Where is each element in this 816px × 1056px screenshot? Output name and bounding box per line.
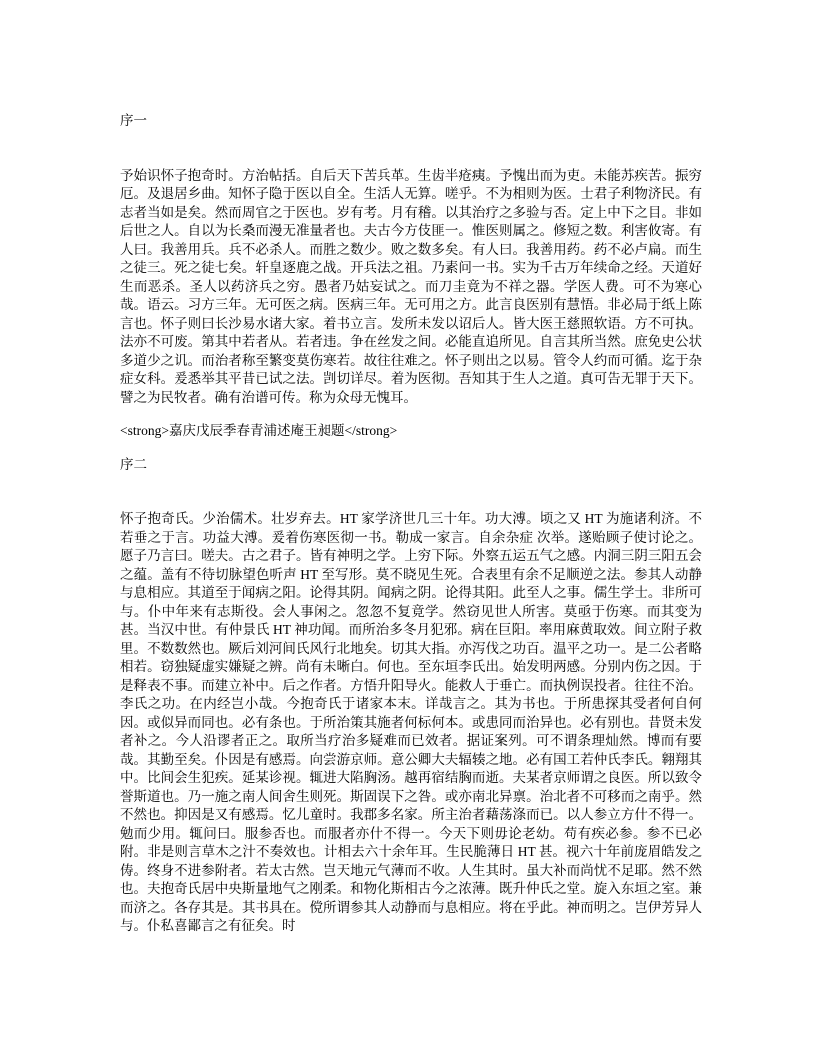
preface-1-heading: 序一 [120, 113, 147, 128]
preface-2-paragraph: 怀子抱奇氏。少治儒术。壮岁弃去。HT 家学济世几三十年。功大溥。顷之又 HT 为施诸利济。不若垂之于言。功益大溥。爰着伤寒医彻一书。勒成一家言。自余杂症 次举。遂贻顾子使讨论之。愿子乃言曰。嗟夫。古之君子。皆有神明之学。上穷下际。外察五运五气之感。内洞三阴三阳五会之蕴。盖有不待切脉望色听声 HT 至写形。莫不晓见生死。合表里有余不足顺逆之法。参其人动静与息相应。其道至于闻病之阳。论得其阴。闻病之阴。论得其阳。此至人之事。儒生学士。非所可与。仆中年来有志斯役。会人事闲之。忽忽不复竟学。然窃见世人所害。莫亟于伤寒。而其变为甚。当汉中世。有仲景氏 HT 神功闻。而所治多冬月犯邪。病在巨阳。率用麻黄取效。间立附子救里。不数数然也。厥后刘河间氏风行北地矣。切其大指。亦泻伐之功百。温平之功一。是二公者略相若。窃独疑虚实嫌疑之辨。尚有未晰白。何也。至东垣李氏出。始发明两感。分别内伤之因。于是释表不事。而建立补中。后之作者。方悟升阳导火。能救人于垂亡。而执例误投者。往往不治。李氏之功。在内经岂小哉。今抱奇氏于诸家本末。详哉言之。其为书也。于所患探其受者何自何因。或似异而同也。必有条也。于所治策其施者何标何本。或患同而治异也。必有别也。昔贤未发者补之。今人沿谬者正之。取所当疗治多疑难而已效者。据证案列。可不谓条理灿然。博而有要哉。其勤至矣。仆因是有感焉。向尝游京师。意公卿大夫辐辏之地。必有国工若仲氏李氏。翱翔其中。比间会生犯疾。延某诊视。辄进大陷胸汤。越再宿结胸而逝。夫某者京师谓之良医。所以致令誉斯道也。乃一施之南人间舍生则死。斯固误下之咎。或亦南北异禀。治北者不可移而之南乎。然不然也。抑因是又有感焉。忆儿童时。我郡多名家。所主治者藉荡涤而已。以人参立方什不得一。勉而少用。辄问曰。服参否也。而服者亦什不得一。今天下则毋论老幼。苟有疾必参。参不已必附。非是则言草木之汁不奏效也。计相去六十余年耳。生民脆薄日 HT 甚。视六十年前庞眉皓发之俦。终身不进参附者。若太古然。岂天地元气薄而不收。人生其时。虽大补而尚忧不足耶。然不然也。夫抱奇氏居中央斯量地气之刚柔。和物化斯相古今之浓薄。既升仲氏之堂。旋入东垣之室。兼而济之。各存其是。其书具在。傥所谓参其人动静而与息相应。将在乎此。神而明之。岂伊芳异人与。仆私喜鄙言之有征矣。时 [120, 511, 702, 933]
preface-1-paragraph: 予始识怀子抱奇时。方治帖括。自后天下苦兵革。生齿半疮痍。予愧出而为吏。未能苏疾苦。振穷厄。及退居乡曲。知怀子隐于医以自全。生活人无算。嗟乎。不为相则为医。士君子利物济民。有志者当如是矣。然而周官之于医也。岁有考。月有稽。以其治疗之多验与否。定上中下之目。非如后世之人。自以为长桑而漫无准量者也。夫古今方伎匪一。惟医则属之。修短之数。利害攸寄。有人曰。我善用兵。兵不必杀人。而胜之数少。败之数多矣。有人曰。我善用药。药不必卢扁。而生之徒三。死之徒七矣。轩皇逐鹿之战。开兵法之祖。乃素问一书。实为千古万年续命之经。天道好生而恶杀。圣人以药济兵之穷。愚者乃姑妄试之。而刀圭竟为不祥之器。学医人费。可不为寒心哉。语云。习方三年。无可医之病。医病三年。无可用之方。此言良医别有慧悟。非必局于纸上陈言也。怀子则曰长沙易水诸大家。着书立言。发所未发以诏后人。皆大医王慈照软语。方不可执。法亦不可废。第其中若者从。若者违。争在丝发之间。必能直追所见。自言其所当然。庶免史公状多道少之讥。而治者称至繁变莫伤寒若。故往往难之。怀子则出之以易。管令人约而可循。迄于杂症女科。爰悉举其平昔已试之法。剀切详尽。着为医彻。吾知其于生人之道。真可告无罪于天下。譬之为民牧者。确有治谱可传。称为众母无愧耳。 [120, 167, 702, 405]
preface-1-colophon-line: <strong>嘉庆戊辰季春青浦述庵王昶题</strong> [120, 423, 398, 438]
preface-2-heading: 序二 [120, 456, 147, 472]
